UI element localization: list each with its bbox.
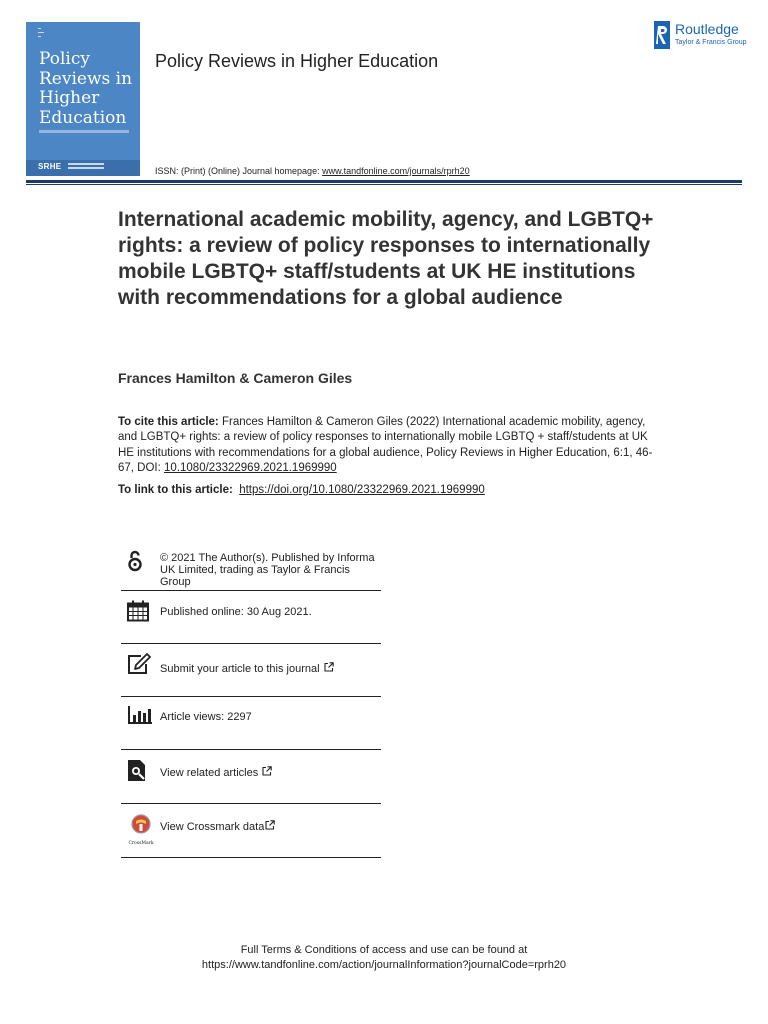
article-views: Article views: 2297 bbox=[160, 711, 252, 723]
cite-label: To cite this article: bbox=[118, 416, 219, 428]
view-crossmark-text: View Crossmark data bbox=[160, 821, 265, 833]
terms-footer bbox=[0, 943, 768, 973]
citation-block bbox=[118, 415, 658, 476]
journal-homepage-link[interactable]: www.tandfonline.com/journals/rprh20 bbox=[322, 166, 470, 176]
submit-row[interactable] bbox=[121, 644, 381, 697]
submit-article-text: Submit your article to this journal bbox=[160, 663, 320, 675]
related-row[interactable] bbox=[121, 750, 381, 804]
view-related-text: View related articles bbox=[160, 767, 259, 779]
external-link-icon bbox=[262, 766, 272, 776]
related-search-icon bbox=[127, 759, 149, 783]
crossmark-logo-text: CrossMark bbox=[128, 841, 154, 846]
article-info-box bbox=[121, 549, 381, 858]
calendar-icon bbox=[127, 600, 149, 622]
cite-doi-link[interactable]: 10.1080/23322969.2021.1969990 bbox=[164, 461, 337, 474]
article-title: International academic mobility, agency, and LGBTQ+ rights: a review of policy responses to internationally mobile LGBTQ+ staff/students at UK HE institutions with recommendations for a global audience bbox=[118, 208, 654, 309]
cover-subtitle-line bbox=[39, 130, 129, 133]
issn-text: ISSN: (Print) (Online) Journal homepage: bbox=[155, 166, 323, 176]
publisher-name: Routledge bbox=[675, 21, 739, 37]
journal-title: Policy Reviews in Higher Education bbox=[155, 51, 439, 71]
cover-title: Policy Reviews in Higher Education bbox=[39, 49, 133, 128]
views-row bbox=[121, 697, 381, 750]
submit-article-link[interactable] bbox=[160, 662, 334, 675]
issn-line bbox=[155, 166, 470, 176]
bar-chart-icon bbox=[127, 705, 153, 725]
routledge-r-icon bbox=[654, 21, 670, 49]
open-access-icon bbox=[127, 550, 143, 572]
journal-cover-image bbox=[26, 22, 140, 176]
crossmark-logo bbox=[127, 814, 155, 846]
license-text: © 2021 The Author(s). Published by Informa UK Limited, trading as Taylor & Francis Group bbox=[160, 552, 375, 588]
published-date: Published online: 30 Aug 2021. bbox=[160, 606, 312, 618]
article-doi-link[interactable]: https://doi.org/10.1080/23322969.2021.1969990 bbox=[239, 484, 485, 496]
header-divider-thin bbox=[26, 184, 742, 185]
terms-line: Full Terms & Conditions of access and use can be found at bbox=[240, 944, 528, 956]
view-crossmark-link[interactable] bbox=[160, 820, 275, 833]
article-link-line bbox=[118, 484, 485, 496]
crossmark-icon bbox=[127, 814, 155, 838]
article-authors: Frances Hamilton & Cameron Giles bbox=[118, 370, 353, 386]
cover-volume-text: ▬ ▬▬ ▬ bbox=[38, 26, 44, 38]
cite-text: Frances Hamilton & Cameron Giles (2022) International academic mobility, agency, and LGBTQ+ rights: a review of policy responses to internationally mobile LGBTQ + staff/students at UK HE institutions with recommendations for a global audience, Policy Reviews in Higher Education, 6:1, 46-67, DOI: bbox=[118, 416, 653, 474]
crossmark-row[interactable] bbox=[121, 804, 381, 858]
external-link-icon bbox=[324, 662, 334, 672]
cover-footer bbox=[26, 160, 140, 176]
publisher-subtitle: Taylor & Francis Group bbox=[675, 39, 747, 46]
license-row bbox=[121, 549, 381, 591]
external-link-icon bbox=[265, 820, 275, 830]
cover-srhe-logo: SRHE bbox=[38, 162, 62, 171]
terms-url[interactable]: https://www.tandfonline.com/action/journalInformation?journalCode=rprh20 bbox=[201, 959, 567, 971]
cover-footer-lines bbox=[68, 163, 104, 165]
published-row bbox=[121, 591, 381, 644]
view-related-link[interactable] bbox=[160, 766, 272, 779]
link-label: To link to this article: bbox=[118, 484, 233, 496]
edit-icon bbox=[127, 653, 151, 675]
header-divider bbox=[26, 180, 742, 183]
